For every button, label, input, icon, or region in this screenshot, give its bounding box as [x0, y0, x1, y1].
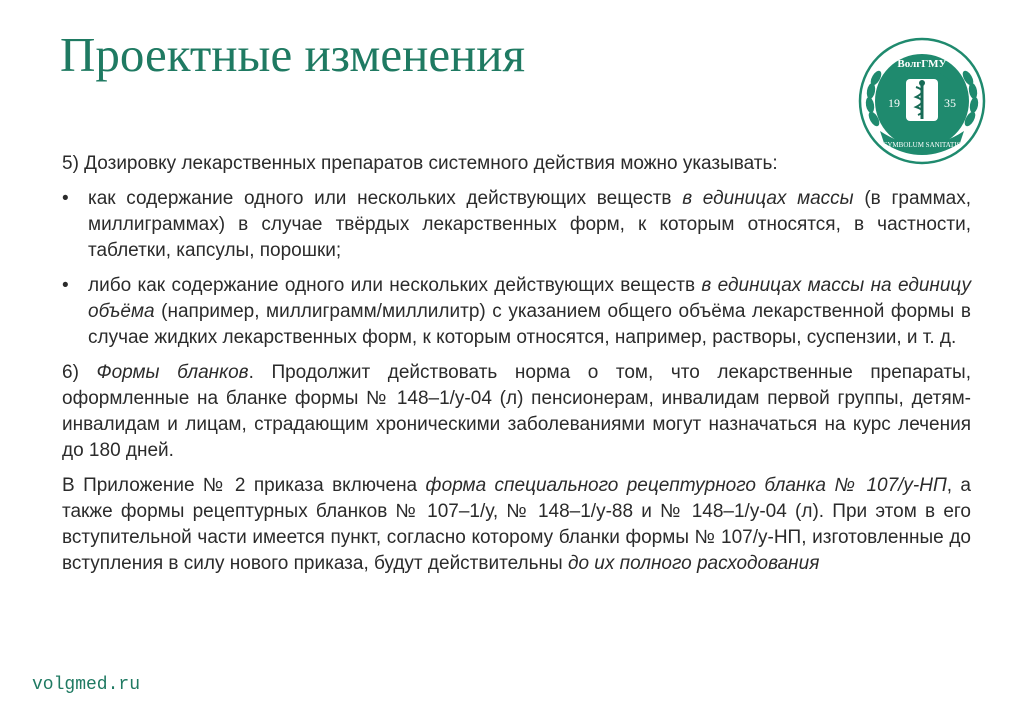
logo-ribbon-text: SYMBOLUM SANITATIS — [883, 141, 961, 149]
bullet-list — [62, 186, 971, 351]
paragraph-5-intro: 5) Дозировку лекарственных препаратов системного действия можно указывать: — [62, 153, 778, 174]
bullet-emphasis: в единицах массы на единицу объёма — [88, 275, 971, 322]
paragraph-appendix — [62, 473, 971, 577]
bullet-marker: • — [62, 188, 69, 209]
paragraph-text: , а также формы рецептурных бланков № 107–1/у, № 148–1/у-88 и № 148–1/у-04 (л). При этом в его вступительной части имеется пункт, согласно которому бланки формы № 107/у-НП, изготовленные до вступления в силу нового приказа, будут действительны — [62, 475, 972, 574]
bullet-text: (например, миллиграмм/миллилитр) с указанием общего объёма лекарственной формы в случае жидких лекарственных форм, к которым относятся, например, растворы, суспензии, и т. д. — [88, 301, 971, 348]
paragraph-text: 6) — [62, 362, 97, 383]
slide-content — [62, 151, 971, 586]
footer-site-link[interactable]: volgmed.ru — [32, 675, 141, 695]
logo-left-digits: 19 — [888, 96, 900, 110]
paragraph-text: . Продолжит действовать норма о том, что лекарственные препараты, оформленные на бланке формы № 148–1/у-04 (л) пенсионерам, инвалидам первой группы, детям-инвалидам и лицам, страдающим хроническими заболеваниями могут назначаться на курс лечения до 180 дней. — [62, 362, 971, 461]
slide-title: Проектные изменения — [60, 27, 526, 82]
list-item — [62, 273, 971, 351]
list-item — [62, 186, 971, 264]
university-logo — [856, 35, 988, 167]
logo-top-text: ВолгГМУ — [897, 58, 947, 70]
bullet-marker: • — [62, 275, 69, 296]
bullet-text: как содержание одного или нескольких действующих веществ — [88, 188, 683, 209]
paragraph-emphasis: форма специального рецептурного бланка № 107/у-НП — [425, 475, 947, 496]
bullet-text: (в граммах, миллиграммах) в случае твёрдых лекарственных форм, к которым относятся, в частности, таблетки, капсулы, порошки; — [88, 188, 971, 261]
paragraph-emphasis: до их полного расходования — [567, 553, 820, 574]
bullet-emphasis: в единицах массы — [682, 188, 854, 209]
bullet-text: либо как содержание одного или нескольких действующих веществ — [88, 275, 702, 296]
paragraph-emphasis: Формы бланков — [96, 362, 249, 383]
logo-right-digits: 35 — [944, 96, 956, 110]
paragraph-6 — [62, 360, 971, 464]
paragraph-text: В Приложение № 2 приказа включена — [62, 475, 426, 496]
